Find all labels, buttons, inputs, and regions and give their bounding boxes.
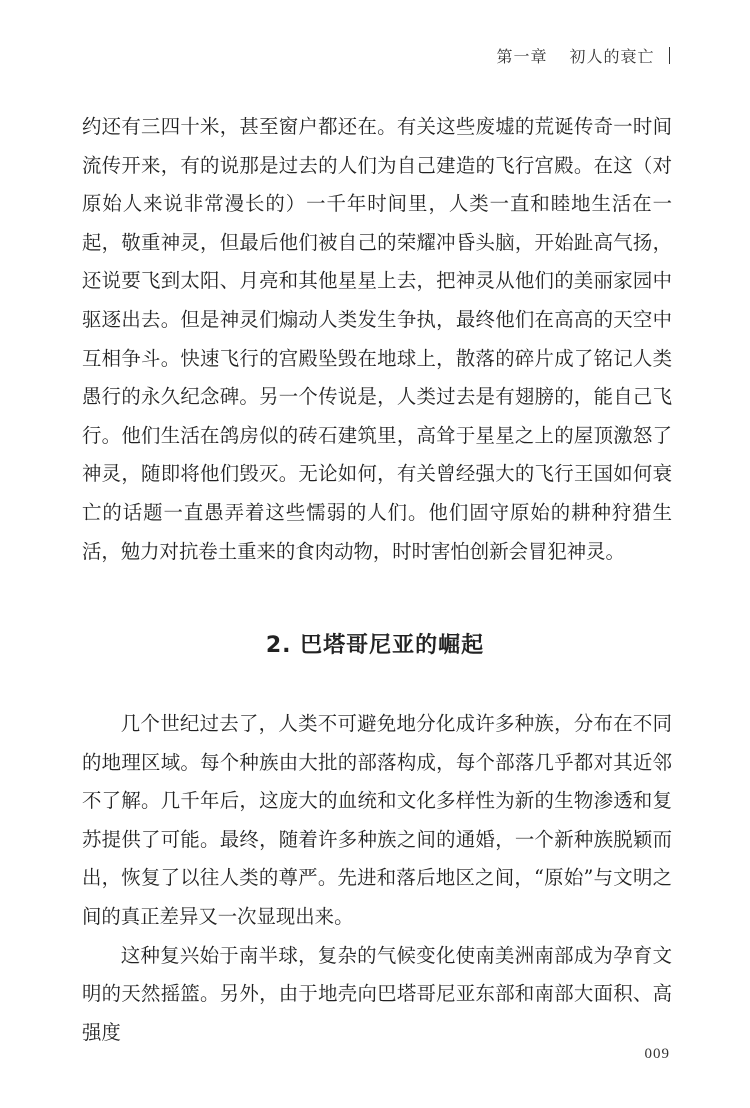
running-header <box>496 44 670 67</box>
header-divider <box>669 47 671 64</box>
text-block-top <box>82 108 672 571</box>
paragraph-continued: 约还有三四十米，甚至窗户都还在。有关这些废墟的荒诞传奇一时间流传开来，有的说那是过去的人们为自己建造的飞行宫殿。在这（对原始人来说非常漫长的）一千年时间里，人类一直和睦地生活在一起，敬重神灵，但最后他们被自己的荣耀冲昏头脑，开始趾高气扬，还说要飞到太阳、月亮和其他星星上去，把神灵从他们的美丽家园中驱逐出去。但是神灵们煽动人类发生争执，最终他们在高高的天空中互相争斗。快速飞行的宫殿坠毁在地球上，散落的碎片成了铭记人类愚行的永久纪念碑。另一个传说是，人类过去是有翅膀的，能自己飞行。他们生活在鸽房似的砖石建筑里，高耸于星星之上的屋顶激怒了神灵，随即将他们毁灭。无论如何，有关曾经强大的飞行王国如何衰亡的话题一直愚弄着这些懦弱的人们。他们固守原始的耕种狩猎生活，勉力对抗卷土重来的食肉动物，时时害怕创新会冒犯神灵。 <box>82 115 672 563</box>
section-heading: 2. 巴塔哥尼亚的崛起 <box>265 633 485 658</box>
paragraph: 这种复兴始于南半球，复杂的气候变化使南美洲南部成为孕育文明的天然摇篮。另外，由于地壳向巴塔哥尼亚东部和南部大面积、高强度 <box>82 943 672 1044</box>
chapter-number: 第一章 <box>496 47 548 66</box>
page-number: 009 <box>644 1046 670 1062</box>
paragraph: 几个世纪过去了，人类不可避免地分化成许多种族，分布在不同的地理区域。每个种族由大批的部落构成，每个部落几乎都对其近邻不了解。几千年后，这庞大的血统和文化多样性为新的生物渗透和复苏提供了可能。最终，随着许多种族之间的通婚，一个新种族脱颖而出，恢复了以往人类的尊严。先进和落后地区之间，“原始”与文明之间的真正差异又一次显现出来。 <box>82 712 672 928</box>
chapter-title: 初人的衰亡 <box>569 47 655 66</box>
text-block-bottom <box>82 705 672 1052</box>
